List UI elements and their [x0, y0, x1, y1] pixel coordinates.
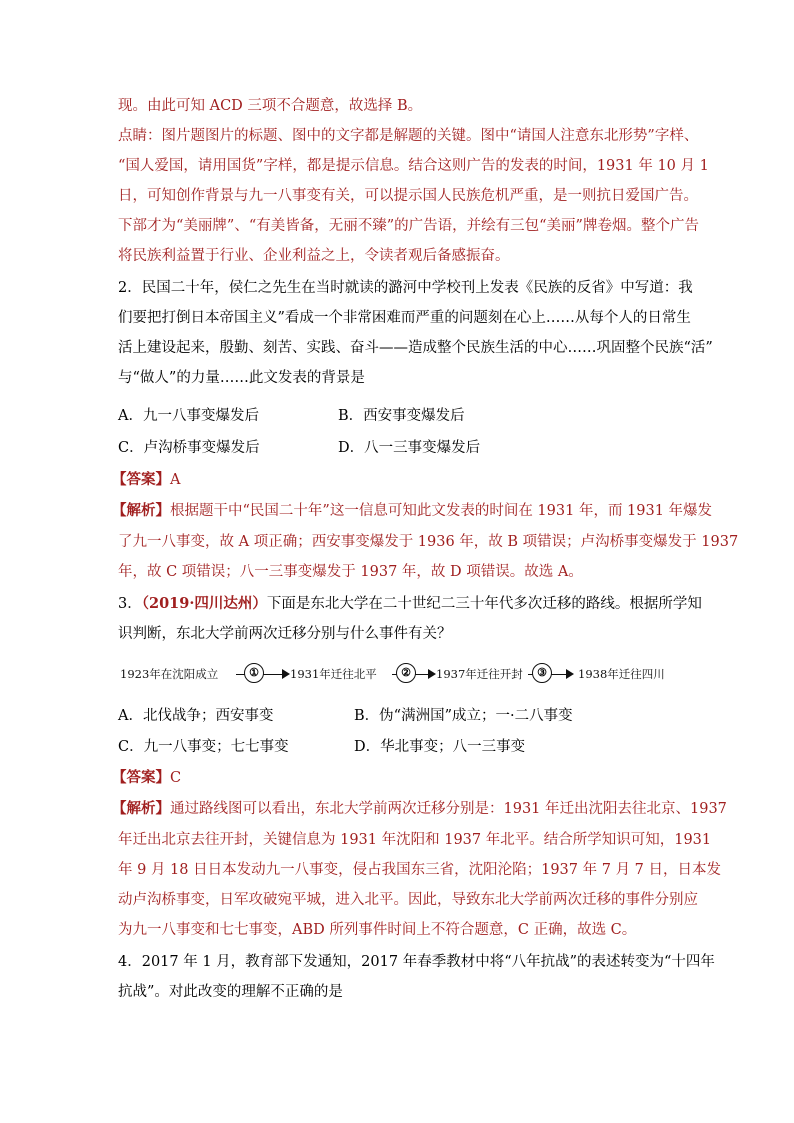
question-2-stem: 们要把打倒日本帝国主义”看成一个非常困难而严重的问题刻在心上……从每个人的日常生: [118, 310, 691, 326]
question-2-stem: 2．民国二十年，侯仁之先生在当时就读的潞河中学校刊上发表《民族的反省》中写道：我: [118, 280, 693, 296]
analysis-line: 年 9 月 18 日日本发动九一八事变，侵占我国东三省，沈阳沦陷；1937 年 7 月 7 日，日本发: [118, 862, 722, 878]
question-2-answer: [112, 470, 180, 490]
migration-route-diagram: [118, 662, 678, 688]
analysis-line: 为九一八事变和七七事变，ABD 所列事件时间上不符合题意，C 正确，故选 C。: [118, 922, 637, 938]
tips-line: 日，可知创作背景与九一八事变有关，可以提示国人民族危机严重，是一则抗日爱国广告。: [118, 188, 698, 204]
arrow-head: [566, 669, 574, 679]
analysis-tag: 【解析】: [112, 502, 170, 519]
route-step-1-icon: ①: [244, 663, 264, 683]
analysis-line: 年迁出北京去往开封，关键信息为 1931 年沈阳和 1937 年北平。结合所学知识可知，1931: [118, 832, 712, 848]
route-station: 1931年迁往北平: [290, 667, 377, 681]
arrow-head: [282, 669, 290, 679]
analysis-tag: 【解析】: [112, 800, 170, 817]
analysis-text: 根据题干中“民国二十年”这一信息可知此文发表的时间在 1931 年，而 1931 年爆发: [170, 503, 713, 519]
analysis-line: 年，故 C 项错误；八一三事变爆发于 1937 年，故 D 项错误。故选 A。: [118, 564, 583, 580]
answer-value: A: [170, 472, 181, 488]
arrow-head: [428, 669, 436, 679]
question-2-analysis: [112, 501, 712, 521]
question-2-option-b: B．西安事变爆发后: [338, 408, 465, 424]
question-2-option-d: D．八一三事变爆发后: [338, 440, 481, 456]
analysis-text: 通过路线图可以看出，东北大学前两次迁移分别是：1931 年迁出沈阳去往北京、1937: [170, 801, 727, 817]
question-source: （2019·四川达州）: [141, 595, 267, 612]
question-3-option-b: B．伪“满洲国”成立；一·二八事变: [354, 708, 573, 724]
question-3-stem: 识判断，东北大学前两次迁移分别与什么事件有关？: [118, 626, 452, 642]
answer-value: C: [170, 770, 182, 786]
question-4-stem: 抗战”。对此改变的理解不正确的是: [118, 984, 343, 1000]
route-station: 1937年迁往开封: [436, 667, 523, 681]
question-number: 3．: [118, 596, 142, 612]
tips-line: 将民族利益置于行业、企业利益之上，令读者观后备感振奋。: [118, 248, 510, 264]
question-2-option-a: A．九一八事变爆发后: [118, 408, 259, 424]
route-step-2-icon: ②: [396, 663, 416, 683]
route-step-3-icon: ③: [532, 663, 552, 683]
question-3-analysis: [112, 799, 727, 819]
question-4-stem: 4．2017 年 1 月，教育部下发通知，2017 年春季教材中将“八年抗战”的表述转变为“十四年: [118, 954, 715, 970]
tips-line: 点睛：图片题图片的标题、图中的文字都是解题的关键。图中“请国人注意东北形势”字样、: [118, 128, 699, 144]
answer-tag: 【答案】: [112, 471, 170, 488]
question-2-stem: 与“做人”的力量……此文发表的背景是: [118, 370, 365, 386]
question-3-option-c: C．九一八事变；七七事变: [118, 739, 289, 755]
question-3-option-d: D．华北事变；八一三事变: [354, 739, 526, 755]
route-station: 1938年迁往四川: [578, 667, 665, 681]
explanation-line: 现。由此可知 ACD 三项不合题意，故选择 B。: [118, 98, 423, 114]
tips-line: 下部才为“美丽牌”、“有美皆备，无丽不臻”的广告语，并绘有三包“美丽”牌卷烟。整个广告: [118, 218, 699, 234]
route-station: 1923年在沈阳成立: [120, 667, 219, 681]
question-2-stem: 活上建设起来，殷勤、刻苦、实践、奋斗——造成整个民族生活的中心……巩固整个民族“活”: [118, 340, 713, 356]
question-3-stem: [118, 594, 702, 614]
question-3-answer: [112, 768, 181, 788]
answer-tag: 【答案】: [112, 769, 170, 786]
question-text: 下面是东北大学在二十世纪二三十年代多次迁移的路线。根据所学知: [266, 596, 702, 612]
analysis-line: 了九一八事变，故 A 项正确；西安事变爆发于 1936 年，故 B 项错误；卢沟桥事变爆发于 1937: [118, 534, 739, 550]
analysis-line: 动卢沟桥事变，日军攻破宛平城，进入北平。因此，导致东北大学前两次迁移的事件分别应: [118, 892, 698, 908]
question-2-option-c: C．卢沟桥事变爆发后: [118, 440, 260, 456]
tips-line: “国人爱国，请用国货”字样，都是提示信息。结合这则广告的发表的时间，1931 年 10 月 1: [118, 158, 709, 174]
question-3-option-a: A．北伐战争；西安事变: [118, 708, 274, 724]
